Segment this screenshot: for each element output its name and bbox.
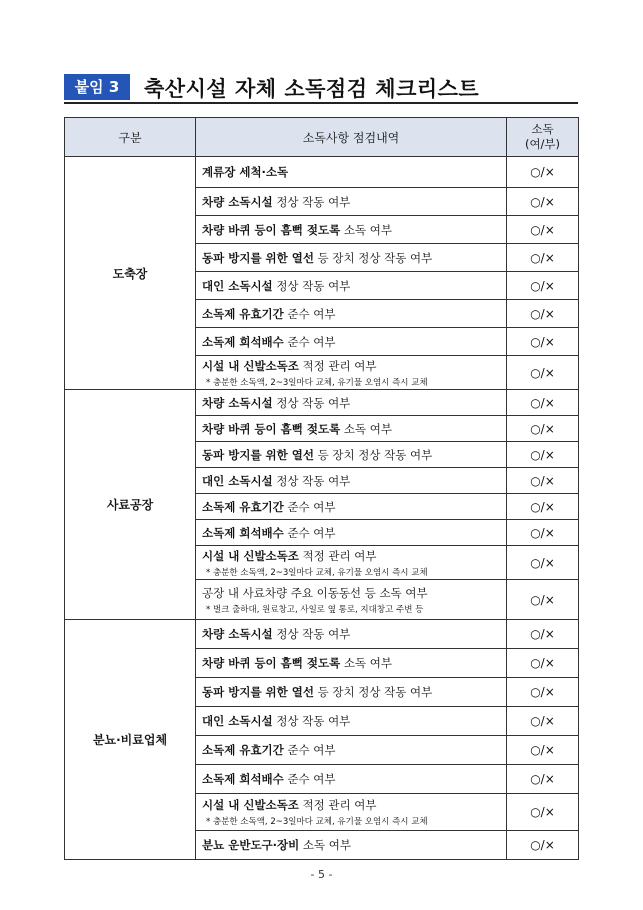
result-cell: ○/× (507, 272, 579, 300)
item-cell (196, 272, 507, 300)
item-emphasis: 동파 방지를 위한 열선 (202, 250, 314, 265)
header-result-label: 소독 (531, 122, 554, 136)
item-text: 적정 관리 여부 (298, 358, 377, 373)
item-note: * 충분한 소독액, 2~3일마다 교체, 유기물 오염시 즉시 교체 (206, 817, 428, 827)
item-emphasis: 차량 바퀴 등이 흠뻑 젖도록 (202, 421, 341, 436)
item-cell (196, 442, 507, 468)
result-cell: ○/× (507, 620, 579, 649)
item-emphasis: 차량 소독시설 (202, 395, 273, 410)
result-cell: ○/× (507, 678, 579, 707)
page-number: - 5 - (310, 868, 333, 881)
table-header-row (65, 118, 579, 157)
item-emphasis: 차량 바퀴 등이 흠뻑 젖도록 (202, 656, 341, 670)
item-text: 소독 여부 (340, 656, 392, 670)
result-cell: ○/× (507, 157, 579, 188)
item-cell (196, 831, 507, 860)
item-cell (196, 244, 507, 272)
item-emphasis: 차량 바퀴 등이 흠뻑 젖도록 (202, 222, 341, 237)
item-emphasis: 소독제 유효기간 (202, 306, 284, 321)
result-cell: ○/× (507, 390, 579, 416)
result-cell: ○/× (507, 328, 579, 356)
result-cell: ○/× (507, 546, 579, 580)
item-emphasis: 소독제 유효기간 (202, 499, 284, 514)
header-category: 구분 (65, 118, 196, 157)
item-text: 준수 여부 (283, 772, 336, 786)
item-note: * 벌크 출하대, 원료창고, 사일로 옆 통로, 지대창고 주변 등 (206, 604, 424, 615)
table-row (65, 157, 579, 188)
item-cell (196, 356, 507, 390)
section-header (64, 70, 578, 104)
result-cell: ○/× (507, 831, 579, 860)
result-cell: ○/× (507, 707, 579, 736)
appendix-badge: 붙임 3 (64, 74, 130, 100)
table-row (65, 390, 579, 416)
item-emphasis: 소독제 희석배수 (202, 772, 284, 786)
item-text: 등 장치 정상 작동 여부 (314, 685, 433, 699)
result-cell: ○/× (507, 765, 579, 794)
item-text: 정상 작동 여부 (272, 278, 351, 293)
item-text: 등 장치 정상 작동 여부 (314, 447, 433, 462)
item-text: 공장 내 사료차량 주요 이동동선 등 소독 여부 (202, 585, 428, 600)
item-emphasis: 분뇨 운반도구·장비 (202, 838, 300, 852)
result-cell: ○/× (507, 356, 579, 390)
header-result (507, 118, 579, 157)
item-text: 소독 여부 (299, 838, 351, 852)
item-cell (196, 649, 507, 678)
result-cell: ○/× (507, 794, 579, 831)
item-text: 준수 여부 (283, 499, 336, 514)
item-emphasis: 차량 소독시설 (202, 627, 273, 641)
item-cell (196, 620, 507, 649)
result-cell: ○/× (507, 300, 579, 328)
result-cell: ○/× (507, 494, 579, 520)
item-text: 정상 작동 여부 (272, 714, 351, 728)
category-cell: 사료공장 (65, 390, 196, 620)
item-emphasis: 소독제 희석배수 (202, 525, 284, 540)
result-cell: ○/× (507, 736, 579, 765)
item-note: * 충분한 소독액, 2~3일마다 교체, 유기물 오염시 즉시 교체 (206, 377, 428, 388)
item-text: 준수 여부 (283, 525, 336, 540)
category-cell: 도축장 (65, 157, 196, 390)
item-text: 소독 여부 (340, 222, 392, 237)
item-cell (196, 416, 507, 442)
header-content: 소독사항 점검내역 (196, 118, 507, 157)
result-cell: ○/× (507, 188, 579, 216)
item-cell (196, 678, 507, 707)
item-text: 정상 작동 여부 (272, 194, 351, 209)
item-emphasis: 시설 내 신발소독조 (202, 358, 299, 373)
result-cell: ○/× (507, 520, 579, 546)
result-cell: ○/× (507, 649, 579, 678)
item-cell (196, 468, 507, 494)
item-emphasis: 대인 소독시설 (202, 473, 273, 488)
item-cell (196, 765, 507, 794)
item-cell (196, 188, 507, 216)
item-cell (196, 157, 507, 188)
result-cell: ○/× (507, 416, 579, 442)
item-cell (196, 736, 507, 765)
item-emphasis: 동파 방지를 위한 열선 (202, 447, 314, 462)
item-emphasis: 시설 내 신발소독조 (202, 548, 299, 563)
item-cell (196, 520, 507, 546)
title-underline (64, 102, 578, 104)
page-title: 축산시설 자체 소독점검 체크리스트 (144, 77, 480, 101)
item-emphasis: 소독제 희석배수 (202, 334, 284, 349)
item-text: 준수 여부 (283, 743, 336, 757)
result-cell: ○/× (507, 580, 579, 620)
item-cell (196, 328, 507, 356)
item-cell (196, 390, 507, 416)
item-emphasis: 동파 방지를 위한 열선 (202, 685, 314, 699)
item-text: 준수 여부 (283, 306, 336, 321)
item-emphasis: 시설 내 신발소독조 (202, 798, 299, 812)
item-text: 적정 관리 여부 (298, 548, 377, 563)
checklist-table (64, 117, 579, 860)
category-cell: 분뇨·비료업체 (65, 620, 196, 860)
table-body (65, 157, 579, 860)
item-cell (196, 216, 507, 244)
item-cell (196, 546, 507, 580)
item-text: 등 장치 정상 작동 여부 (314, 250, 433, 265)
header-result-sub: (여/부) (524, 137, 561, 151)
item-cell (196, 300, 507, 328)
item-text: 정상 작동 여부 (272, 627, 351, 641)
item-cell (196, 794, 507, 831)
result-cell: ○/× (507, 468, 579, 494)
item-text: 준수 여부 (283, 334, 336, 349)
item-emphasis: 소독제 유효기간 (202, 743, 284, 757)
result-cell: ○/× (507, 244, 579, 272)
item-cell (196, 580, 507, 620)
item-text: 정상 작동 여부 (272, 473, 351, 488)
result-cell: ○/× (507, 442, 579, 468)
table-row (65, 620, 579, 649)
item-emphasis: 대인 소독시설 (202, 714, 273, 728)
item-text: 정상 작동 여부 (272, 395, 351, 410)
item-emphasis: 대인 소독시설 (202, 278, 273, 293)
item-cell (196, 494, 507, 520)
result-cell: ○/× (507, 216, 579, 244)
item-emphasis: 계류장 세척·소독 (202, 165, 289, 179)
item-emphasis: 차량 소독시설 (202, 194, 273, 209)
item-text: 적정 관리 여부 (298, 798, 377, 812)
item-text: 소독 여부 (340, 421, 392, 436)
item-cell (196, 707, 507, 736)
item-note: * 충분한 소독액, 2~3일마다 교체, 유기물 오염시 즉시 교체 (206, 567, 428, 578)
